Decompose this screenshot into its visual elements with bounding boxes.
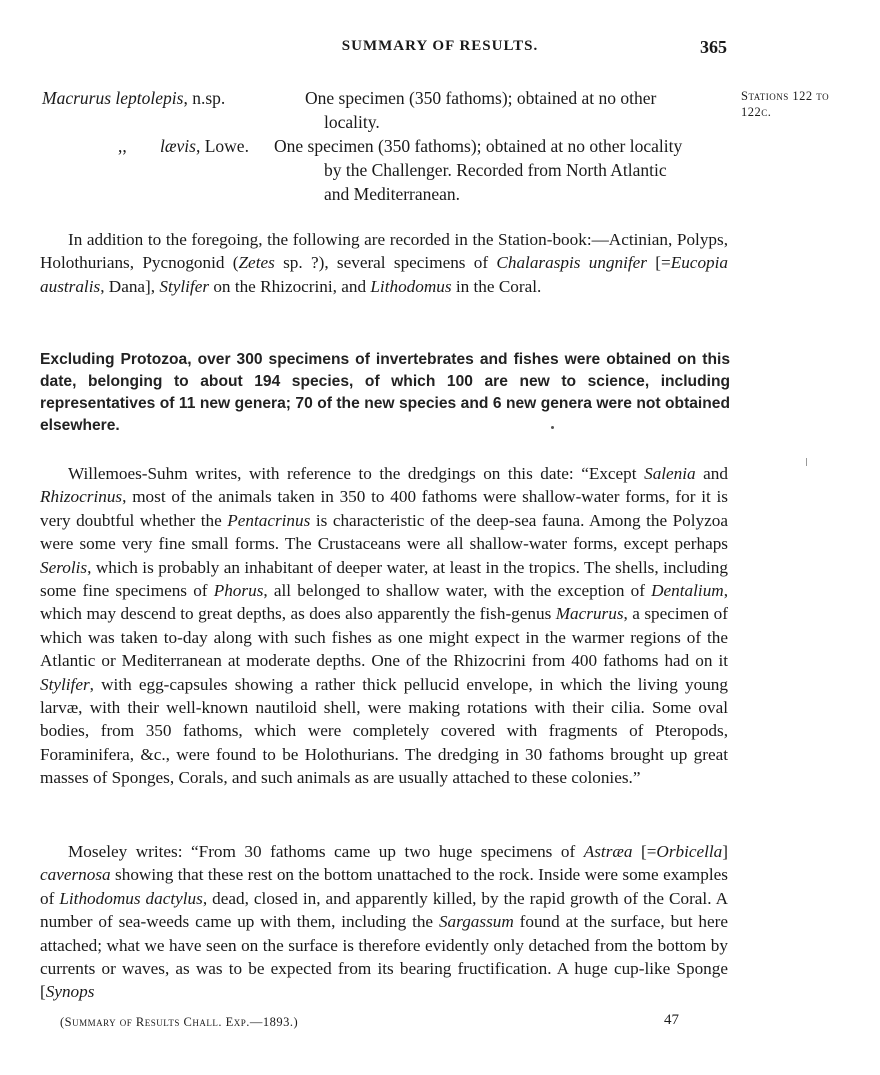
taxon-name: Phorus xyxy=(213,581,264,601)
species-entry-2-heading xyxy=(160,134,249,158)
summary-statement: Excluding Protozoa, over 300 specimens of invertebrates and fishes were obtained on this date, belonging to about 194 species, of which 100 are new to science, including representatives of 11 new genera; 70 of the new species and 6 new genera were not obtained elsewhere. xyxy=(40,351,730,434)
species-entry-2-text-2: by the Challenger. Recorded from North Atlantic xyxy=(324,160,667,180)
margin-note xyxy=(741,88,861,120)
text-run: , all belonged to shallow water, with the exception of xyxy=(263,581,652,601)
text-run: , which is probably an inhabitant of deeper water, at least in the tropics. The shells, including some fine specimens of xyxy=(40,557,728,601)
willemoes-suhm-paragraph xyxy=(40,462,728,790)
taxon-name: Pentacrinus xyxy=(227,510,311,530)
taxon-name: Lithodomus xyxy=(370,276,452,296)
taxon-name: Stylifer xyxy=(159,276,210,296)
species-entry-1-heading xyxy=(42,86,225,110)
taxon-name: cavernosa xyxy=(40,865,111,885)
species-entry-2-text-3: and Mediterranean. xyxy=(324,184,461,204)
taxon-name: Chalaraspis ungnifer xyxy=(496,253,647,273)
signature-mark: 47 xyxy=(664,1012,679,1028)
species-name: Macrurus leptolepis xyxy=(42,88,184,108)
taxon-name: Macrurus xyxy=(555,604,624,624)
text-run: , which may descend to great depths, as does also apparently the fish-genus xyxy=(40,581,728,624)
text-run: , a specimen of which was taken to-day along with such fishes as one might expect in the warmer regions of the Atlantic or Mediterranean at moderate depths. One of the Rhizocrini from 400 fathoms had on it xyxy=(40,604,728,671)
taxon-name: Lithodomus dactylus xyxy=(59,888,203,908)
scan-speck xyxy=(551,426,554,429)
text-run: Moseley writes: “From 30 fathoms came up two huge specimens of xyxy=(68,842,584,861)
text-run: [= xyxy=(632,842,657,861)
text-run: sp. ?), several specimens of xyxy=(274,253,497,273)
footer-citation: (Summary of Results Chall. Exp.—1893.) xyxy=(60,1015,299,1029)
text-run: is characteristic of the deep-sea fauna. Among the Polyzoa were some very fine small forms. The Crustaceans were all shallow-water forms, except perhaps xyxy=(40,510,728,554)
text-run: on the Rhizocrini, and xyxy=(209,276,371,296)
text-run: found at the surface, but here attached; what we have seen on the surface is therefore evidently only detached from the bottom by currents or waves, as was to be expected from its bearing fructification. A huge cup-like Sponge [ xyxy=(40,912,728,1002)
scan-mark xyxy=(806,458,807,466)
running-head: SUMMARY OF RESULTS. xyxy=(341,38,539,54)
species-entry-1-text-1: One specimen (350 fathoms); obtained at no other xyxy=(305,88,657,108)
text-run: , with egg-capsules showing a rather thick pellucid envelope, in which the living young larvæ, with their well-known nautiloid shell, were making rotations with their cilia. Some oval bodies, from 350 fathoms, which were completely covered with fragments of Pteropods, Foraminifera, &c., were found to be Holothurians. The dredging in 30 fathoms brought up great masses of Sponges, Corals, and such animals as are usually attached to these colonies.” xyxy=(40,674,728,788)
taxon-name: Synops xyxy=(45,982,95,1002)
taxon-name: Zetes xyxy=(238,253,275,273)
taxon-name: Orbicella xyxy=(656,842,723,861)
text-run: , dead, closed in, and apparently killed, by the rapid growth of the Coral. A number of sea-weeds came up with them, including the xyxy=(40,888,728,932)
taxon-name: Astræa xyxy=(583,842,633,861)
taxon-name: Salenia xyxy=(644,464,696,483)
station-book-paragraph xyxy=(40,228,728,298)
text-run: In addition to the foregoing, the following are recorded in the Station-book:—Actinian, Polyps, Holothurians, Pycnogonid ( xyxy=(40,230,728,273)
ditto-mark: ,, xyxy=(118,136,127,156)
species-entry-1-text-2: locality. xyxy=(324,112,380,132)
taxon-name: Serolis xyxy=(40,557,88,577)
text-run: and xyxy=(695,464,728,483)
moseley-paragraph xyxy=(40,840,728,1004)
taxon-name: Sargassum xyxy=(438,912,514,932)
page-number: 365 xyxy=(700,37,727,57)
taxon-name: Eucopia australis xyxy=(40,253,728,296)
text-run: ] xyxy=(722,842,729,861)
text-run: [= xyxy=(647,253,671,273)
margin-note-line-1: Stations 122 to xyxy=(741,89,830,103)
text-run: showing that these rest on the bottom unattached to the rock. Inside were some examples of xyxy=(40,865,728,908)
margin-note-line-2: 122c. xyxy=(741,105,772,119)
species-name: lævis xyxy=(160,136,196,156)
species-entry-2-text-1: One specimen (350 fathoms); obtained at no other locality xyxy=(274,136,683,156)
species-authority: , Lowe. xyxy=(195,136,249,156)
taxon-name: Dentalium xyxy=(651,581,724,601)
text-run: , most of the animals taken in 350 to 400 fathoms were shallow-water forms, for it is very doubtful whether the xyxy=(40,487,728,530)
species-authority: , n.sp. xyxy=(183,88,226,108)
taxon-name: Rhizocrinus xyxy=(40,487,123,507)
text-run: , Dana], xyxy=(100,276,160,296)
taxon-name: Stylifer xyxy=(40,674,90,694)
text-run: in the Coral. xyxy=(451,276,542,296)
text-run: Willemoes-Suhm writes, with reference to the dredgings on this date: “Except xyxy=(68,464,645,483)
